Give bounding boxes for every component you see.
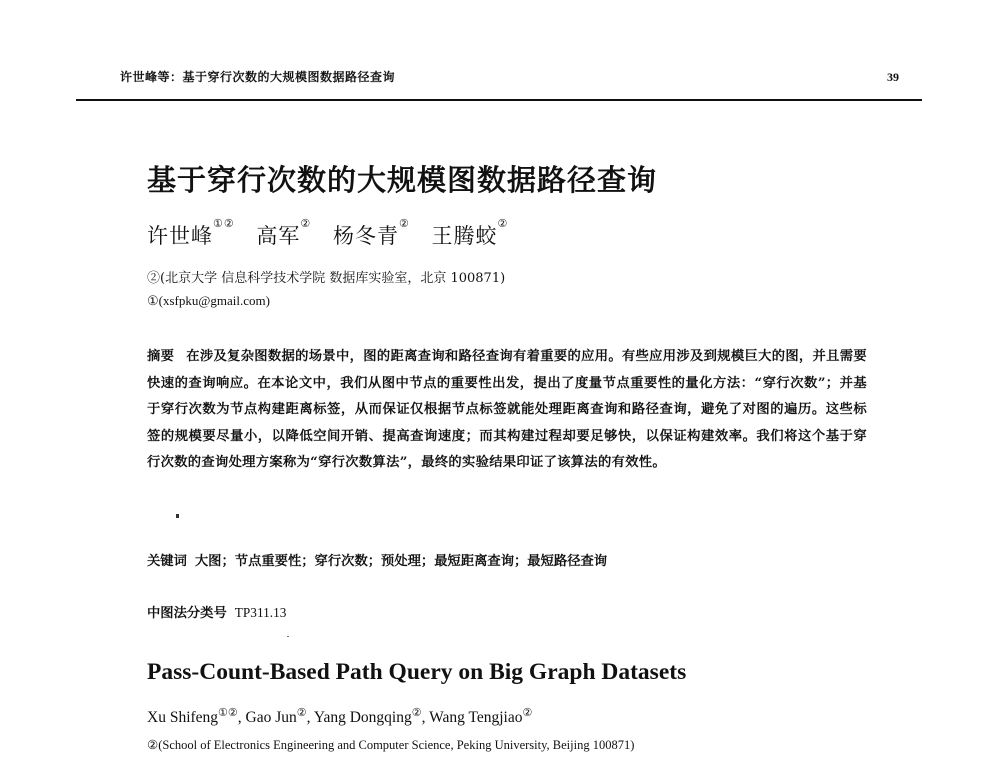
author-mark-en: ② xyxy=(522,707,533,719)
authors-english xyxy=(147,709,532,727)
author-name-en: Yang Dongqing xyxy=(313,709,412,726)
author-name: 高军 xyxy=(256,224,301,248)
keywords-line xyxy=(147,550,607,569)
affiliation-chinese: ②(北京大学 信息科学技术学院 数据库实验室，北京 100871) xyxy=(147,271,506,286)
keywords-text: 大图；节点重要性；穿行次数；预处理；最短距离查询；最短路径查询 xyxy=(194,554,608,569)
author-separator: , xyxy=(421,709,430,726)
affiliation-english: ②(School of Electronics Engineering and Computer Science, Peking University, Beijing 100871) xyxy=(147,738,635,752)
abstract-chinese xyxy=(147,344,867,477)
stray-dot xyxy=(287,636,289,637)
author-name: 许世峰 xyxy=(147,224,213,248)
abstract-label: 摘要 xyxy=(147,349,175,364)
author-mark: ①② xyxy=(213,217,235,230)
author-name-en: Wang Tengjiao xyxy=(429,709,523,726)
author-mark: ② xyxy=(398,217,410,230)
classification-label: 中图法分类号 xyxy=(147,606,227,621)
stray-mark xyxy=(176,514,179,518)
page-number: 39 xyxy=(887,70,899,84)
keywords-label: 关键词 xyxy=(147,554,187,569)
running-head: 许世峰等：基于穿行次数的大规模图数据路径查询 xyxy=(120,70,396,84)
classification-line xyxy=(147,602,286,621)
author-mark-en: ② xyxy=(411,707,422,719)
author-name: 王腾蛟 xyxy=(431,224,498,248)
title-english: Pass-Count-Based Path Query on Big Graph Datasets xyxy=(147,659,687,685)
classification-code: TP311.13 xyxy=(234,605,287,620)
author-separator: , xyxy=(237,709,246,726)
author-name-en: Gao Jun xyxy=(245,709,297,726)
author-mark-en: ①② xyxy=(218,707,238,719)
author-mark: ② xyxy=(300,217,312,230)
header-rule xyxy=(76,99,922,101)
author-mark-en: ② xyxy=(296,707,307,719)
author-name-en: Xu Shifeng xyxy=(147,709,219,726)
author-mark: ② xyxy=(497,217,509,230)
author-email: ①(xsfpku@gmail.com) xyxy=(147,293,270,308)
author-name: 杨冬青 xyxy=(332,224,399,248)
abstract-text: 在涉及复杂图数据的场景中，图的距离查询和路径查询有着重要的应用。有些应用涉及到规模巨大的图，并且需要快速的查询响应。在本论文中，我们从图中节点的重要性出发，提出了度量节点重要性的量化方法：“穿行次数”；并基于穿行次数为节点构建距离标签，从而保证仅根据节点标签就能处理距离查询和路径查询，避免了对图的遍历。这些标签的规模要尽量小，以降低空间开销、提高查询速度；而其构建过程却要足够快，以保证构建效率。我们将这个基于穿行次数的查询处理方案称为“穿行次数算法”，最终的实验结果印证了该算法的有效性。 xyxy=(147,349,867,471)
authors-chinese xyxy=(147,217,509,250)
author-separator: , xyxy=(306,709,314,726)
title-chinese: 基于穿行次数的大规模图数据路径查询 xyxy=(147,163,658,197)
